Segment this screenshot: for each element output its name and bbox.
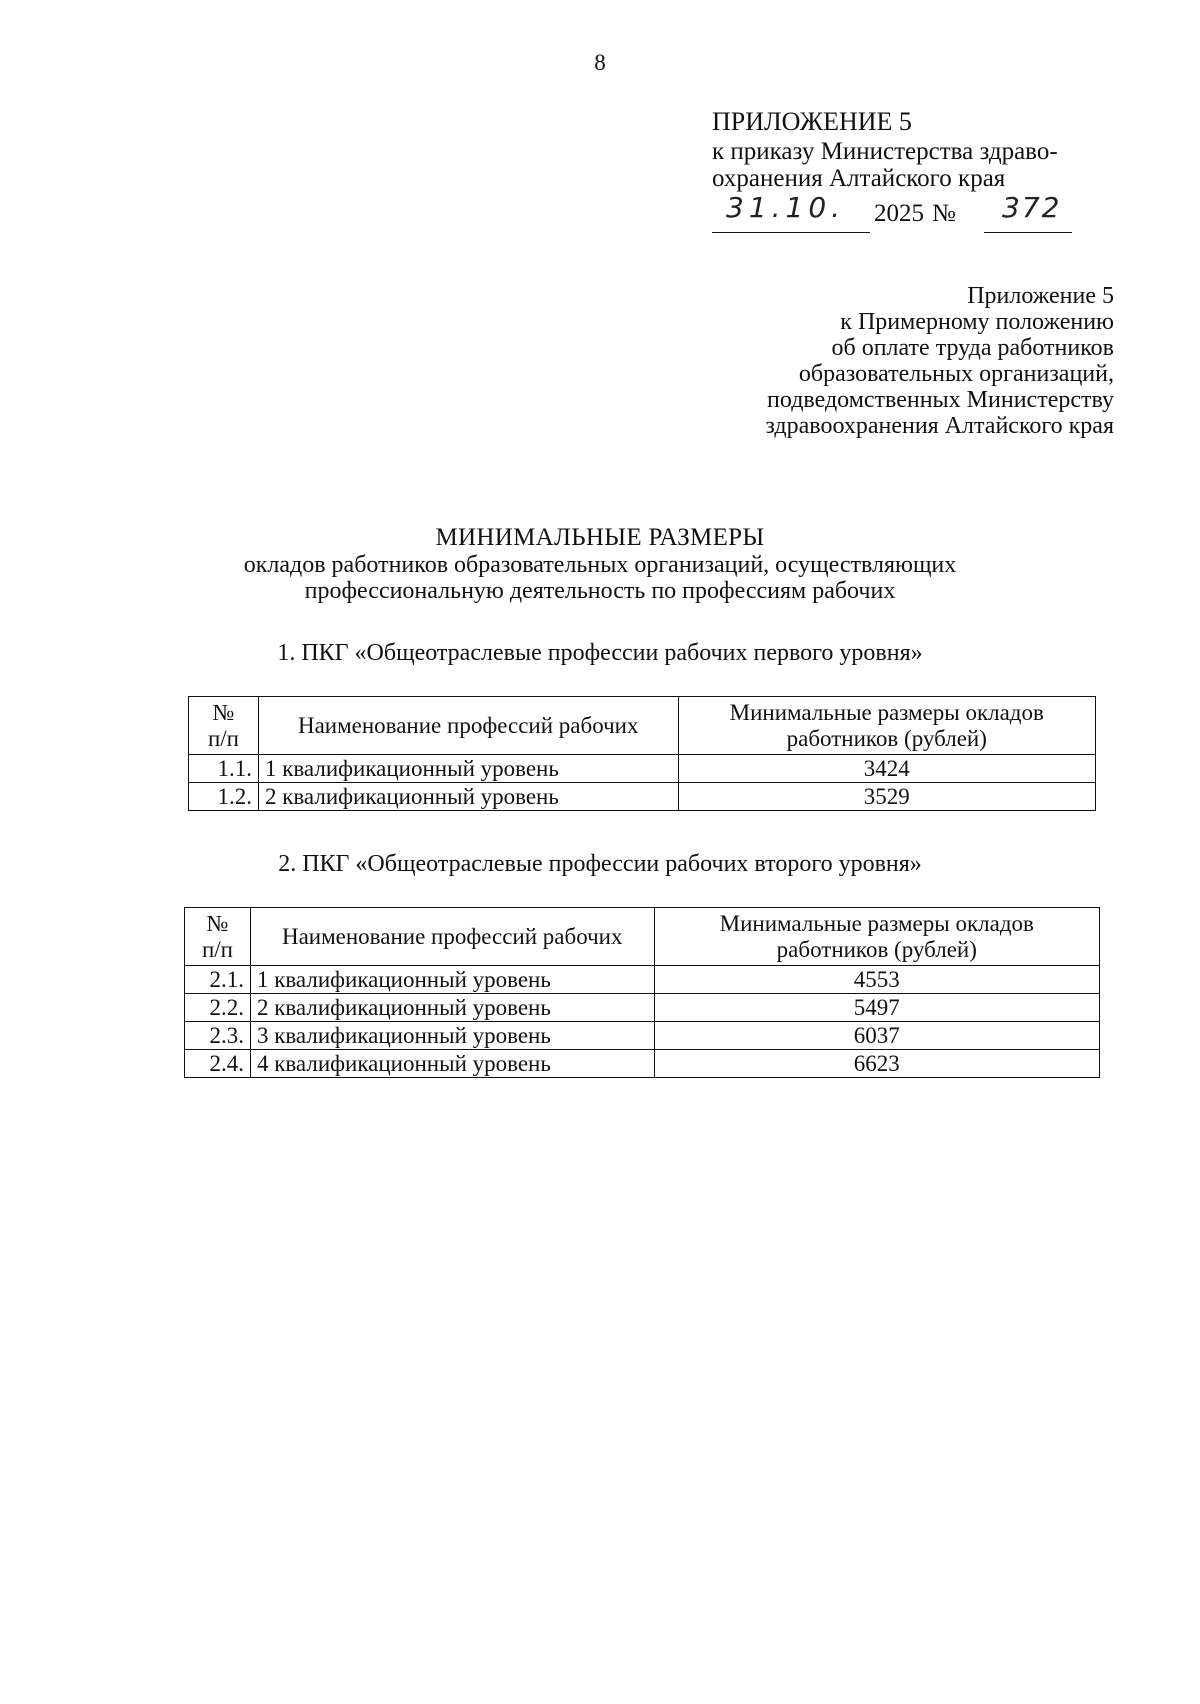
annex-line: к Примерному положению <box>840 309 1114 335</box>
table-row <box>185 1022 1100 1050</box>
row-name: 3 квалификационный уровень <box>250 1022 654 1050</box>
header-profession-name: Наименование профессий рабочих <box>258 697 678 755</box>
annex-line: Приложение 5 <box>967 283 1114 309</box>
header-number-line-2: п/п <box>201 936 233 962</box>
approval-year: 2025 <box>874 200 924 227</box>
header-number-line-1: № <box>212 699 235 725</box>
row-salary: 6037 <box>654 1022 1099 1050</box>
annex-line: здравоохранения Алтайского края <box>765 413 1114 439</box>
subtitle-line-2: профессиональную деятельность по профессиям рабочих <box>304 578 896 604</box>
header-profession-name: Наименование профессий рабочих <box>250 908 654 966</box>
subtitle-line-1: окладов работников образовательных организаций, осуществляющих <box>243 552 957 578</box>
row-name: 2 квалификационный уровень <box>258 783 678 811</box>
header-salary-line-2: работников (рублей) <box>776 936 977 962</box>
row-salary: 3529 <box>678 783 1095 811</box>
header-salary <box>654 908 1099 966</box>
table-row <box>185 994 1100 1022</box>
header-salary-line-1: Минимальные размеры окладов <box>719 910 1034 936</box>
row-number: 2.1. <box>185 966 251 994</box>
number-sign: № <box>932 200 956 227</box>
header-salary-line-1: Минимальные размеры окладов <box>729 699 1044 725</box>
row-number: 1.2. <box>189 783 259 811</box>
header-number-line-1: № <box>206 910 229 936</box>
table-row <box>185 966 1100 994</box>
salary-table-level-1 <box>188 696 1096 811</box>
row-salary: 4553 <box>654 966 1099 994</box>
row-number: 1.1. <box>189 755 259 783</box>
header-salary <box>678 697 1095 755</box>
section-1-title: 1. ПКГ «Общеотраслевые профессии рабочих первого уровня» <box>277 640 923 666</box>
row-number: 2.4. <box>185 1050 251 1078</box>
header-number <box>189 697 259 755</box>
table-row <box>185 1050 1100 1078</box>
table-header-row <box>185 908 1100 966</box>
approval-line-2: охранения Алтайского края <box>712 165 1006 192</box>
salary-table-level-2 <box>184 907 1100 1078</box>
header-salary-line-2: работников (рублей) <box>786 725 987 751</box>
annex-line: об оплате труда работников <box>831 335 1114 361</box>
approval-block <box>712 108 1112 236</box>
row-salary: 6623 <box>654 1050 1099 1078</box>
header-number <box>185 908 251 966</box>
row-salary: 3424 <box>678 755 1095 783</box>
table-row <box>189 755 1096 783</box>
approval-date-number-line <box>712 192 1112 236</box>
row-name: 1 квалификационный уровень <box>258 755 678 783</box>
annex-block <box>654 283 1114 439</box>
document-subtitle <box>0 552 1200 604</box>
page-number: 8 <box>594 50 606 75</box>
annex-line: подведомственных Министерству <box>767 387 1114 413</box>
table-header-row <box>189 697 1096 755</box>
row-salary: 5497 <box>654 994 1099 1022</box>
document-title: МИНИМАЛЬНЫЕ РАЗМЕРЫ <box>435 524 765 551</box>
table-row <box>189 783 1096 811</box>
handwritten-date: 31.10. <box>726 191 846 224</box>
annex-line: образовательных организаций, <box>798 361 1114 387</box>
row-name: 1 квалификационный уровень <box>250 966 654 994</box>
approval-title: ПРИЛОЖЕНИЕ 5 <box>712 107 912 136</box>
handwritten-number: 372 <box>1002 191 1062 224</box>
row-number: 2.2. <box>185 994 251 1022</box>
row-number: 2.3. <box>185 1022 251 1050</box>
header-number-line-2: п/п <box>207 725 239 751</box>
approval-line-1: к приказу Министерства здраво- <box>712 138 1058 165</box>
section-2-title: 2. ПКГ «Общеотраслевые профессии рабочих второго уровня» <box>278 851 922 877</box>
row-name: 4 квалификационный уровень <box>250 1050 654 1078</box>
row-name: 2 квалификационный уровень <box>250 994 654 1022</box>
